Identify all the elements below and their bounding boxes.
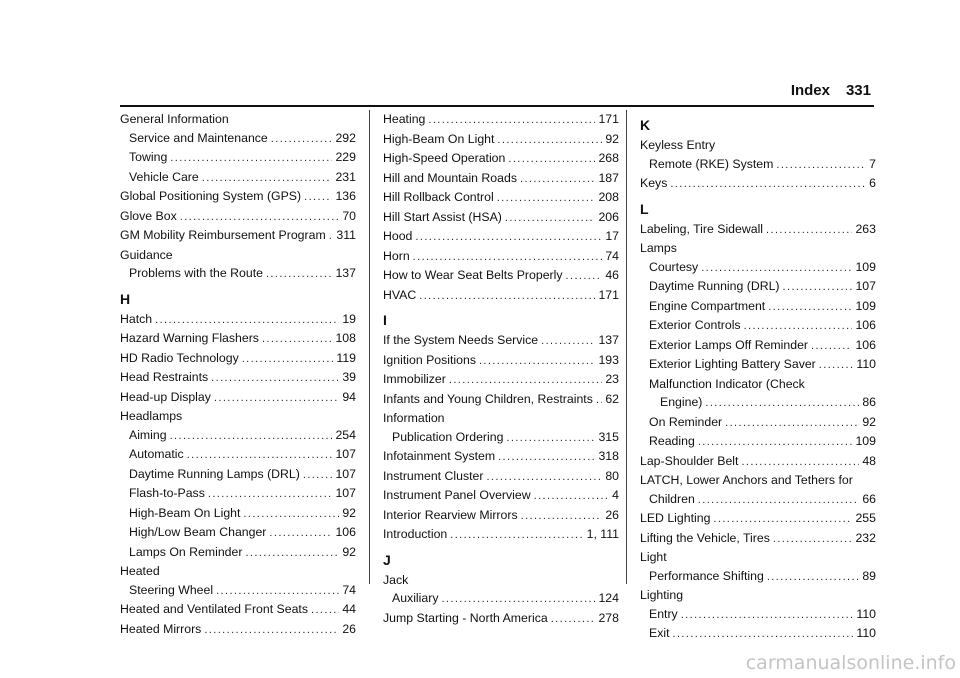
dot-leader xyxy=(521,507,603,526)
index-entry xyxy=(383,609,619,629)
entry-page: 62 xyxy=(605,391,619,406)
entry-page: 44 xyxy=(342,602,356,616)
index-entry xyxy=(640,624,876,644)
entry-text: Exterior Lighting Battery Saver xyxy=(649,357,816,371)
dot-leader xyxy=(596,391,602,410)
dot-leader xyxy=(520,170,595,189)
entry-page: 46 xyxy=(605,268,619,282)
dot-leader xyxy=(180,208,340,227)
entry-page: 311 xyxy=(336,228,356,242)
entry-text: Interior Rearview Mirrors xyxy=(383,507,518,522)
entry-page: 92 xyxy=(605,131,619,146)
entry-text: Immobilizer xyxy=(383,372,446,386)
entry-page: 92 xyxy=(862,414,876,429)
dot-leader xyxy=(713,510,852,529)
dot-leader xyxy=(819,356,854,375)
index-entry xyxy=(120,207,356,227)
entry-page: 19 xyxy=(342,311,356,326)
entry-text: Infotainment System xyxy=(383,449,496,463)
dot-leader xyxy=(155,311,339,330)
page-title: Index xyxy=(790,82,830,99)
dot-leader xyxy=(497,131,602,150)
entry-text: Problems with the Route xyxy=(129,266,263,280)
index-entry xyxy=(640,452,876,472)
entry-page: 17 xyxy=(605,229,619,243)
entry-text: Infants and Young Children, Restraints xyxy=(383,391,593,406)
index-entry xyxy=(120,523,356,543)
index-entry xyxy=(383,266,619,286)
index-entry xyxy=(120,329,356,349)
index-heading: Lighting xyxy=(640,588,684,602)
entry-text: Head Restraints xyxy=(120,370,209,384)
entry-text: Introduction xyxy=(383,527,448,541)
dot-leader xyxy=(725,414,859,433)
entry-page: 110 xyxy=(856,357,876,371)
entry-text: Lamps On Reminder xyxy=(129,544,243,559)
dot-leader xyxy=(551,610,596,629)
index-entry xyxy=(640,174,876,194)
dot-leader xyxy=(242,350,334,369)
dot-leader xyxy=(311,601,339,620)
index-entry xyxy=(383,390,619,410)
section-letter: L xyxy=(640,200,649,217)
index-entry xyxy=(120,264,356,284)
dot-leader xyxy=(245,544,339,563)
entry-text: Courtesy xyxy=(649,259,699,274)
index-heading: Heated xyxy=(120,564,160,578)
dot-leader xyxy=(505,209,596,228)
index-entry xyxy=(120,465,356,485)
watermark: carmanualsonline.info xyxy=(745,652,956,674)
dot-leader xyxy=(741,453,859,472)
entry-page: 171 xyxy=(598,287,619,302)
dot-leader xyxy=(415,228,602,247)
dot-leader xyxy=(698,433,853,452)
entry-text: Reading xyxy=(649,434,695,448)
entry-page: 92 xyxy=(342,544,356,559)
entry-page: 7 xyxy=(869,156,876,171)
entry-page: 109 xyxy=(855,259,876,274)
index-entry xyxy=(120,504,356,524)
index-column-3 xyxy=(640,110,876,644)
index-entry xyxy=(640,393,876,413)
page-number: 331 xyxy=(845,82,871,99)
index-entry xyxy=(383,130,619,150)
entry-text: Children xyxy=(649,491,695,506)
entry-page: 26 xyxy=(605,507,619,522)
index-entry xyxy=(120,445,356,465)
dot-leader xyxy=(534,487,610,506)
entry-page: 66 xyxy=(862,491,876,506)
entry-text: Lap-Shoulder Belt xyxy=(640,453,739,468)
dot-leader xyxy=(243,505,339,524)
entry-text: Entry xyxy=(649,606,678,621)
index-entry xyxy=(383,149,619,169)
entry-page: 109 xyxy=(855,434,876,448)
entry-text: LED Lighting xyxy=(640,511,711,525)
index-entry xyxy=(120,543,356,563)
dot-leader xyxy=(211,369,339,388)
dot-leader xyxy=(216,582,339,601)
section-letter: K xyxy=(640,117,651,133)
entry-page: 254 xyxy=(335,427,356,442)
entry-page: 278 xyxy=(598,610,619,625)
entry-page: 206 xyxy=(598,209,619,224)
entry-page: 1, 111 xyxy=(586,527,619,541)
dot-leader xyxy=(673,625,854,644)
entry-text: How to Wear Seat Belts Properly xyxy=(383,268,563,282)
entry-page: 137 xyxy=(598,333,619,347)
dot-leader xyxy=(486,468,602,487)
index-entry xyxy=(120,388,356,408)
entry-text: Heated and Ventilated Front Seats xyxy=(120,602,308,616)
entry-page: 171 xyxy=(598,112,619,126)
index-heading: General Information xyxy=(120,112,229,126)
index-heading: LATCH, Lower Anchors and Tethers for xyxy=(640,473,853,487)
dot-leader xyxy=(262,330,333,349)
entry-text: Exterior Lamps Off Reminder xyxy=(649,337,809,352)
entry-page: 137 xyxy=(335,266,356,280)
entry-page: 268 xyxy=(598,151,619,165)
dot-leader xyxy=(811,337,852,356)
entry-text: Engine Compartment xyxy=(649,298,766,313)
index-column-2 xyxy=(383,110,619,628)
dot-leader xyxy=(698,491,860,510)
dot-leader xyxy=(498,448,595,467)
entry-page: 6 xyxy=(869,176,876,190)
entry-page: 106 xyxy=(335,525,356,539)
entry-page: 107 xyxy=(855,279,876,293)
index-entry xyxy=(640,220,876,240)
entry-page: 193 xyxy=(598,352,619,367)
column-divider xyxy=(626,110,627,584)
index-entry xyxy=(383,506,619,526)
index-heading: Keyless Entry xyxy=(640,138,716,152)
entry-page: 70 xyxy=(342,208,356,223)
entry-page: 232 xyxy=(855,530,876,545)
dot-leader xyxy=(304,188,332,207)
dot-leader xyxy=(776,156,866,175)
index-entry xyxy=(640,529,876,549)
entry-text: Service and Maintenance xyxy=(129,130,268,145)
header-rule xyxy=(120,105,874,107)
entry-text: Exterior Controls xyxy=(649,318,741,332)
entry-page: 231 xyxy=(335,169,356,184)
dot-leader xyxy=(670,175,866,194)
entry-text: Head-up Display xyxy=(120,389,211,404)
index-entry xyxy=(383,370,619,390)
index-entry xyxy=(383,331,619,351)
entry-text: Lifting the Vehicle, Tires xyxy=(640,530,770,545)
entry-text: On Reminder xyxy=(649,414,723,429)
index-entry xyxy=(383,188,619,208)
index-entry xyxy=(120,581,356,601)
entry-text: Hatch xyxy=(120,311,153,326)
entry-text: Publication Ordering xyxy=(392,429,504,444)
index-entry xyxy=(383,467,619,487)
dot-leader xyxy=(208,485,333,504)
dot-leader xyxy=(767,568,859,587)
index-heading: Lamps xyxy=(640,241,677,255)
dot-leader xyxy=(479,352,596,371)
entry-text: If the System Needs Service xyxy=(383,333,539,347)
entry-text: Auxiliary xyxy=(392,591,439,605)
dot-leader xyxy=(506,429,595,448)
dot-leader xyxy=(744,317,853,336)
index-entry xyxy=(640,567,876,587)
entry-page: 74 xyxy=(342,582,356,597)
entry-page: 74 xyxy=(605,248,619,263)
entry-text: Towing xyxy=(129,150,168,164)
section-letter: I xyxy=(383,312,387,328)
dot-leader xyxy=(541,332,595,351)
index-entry xyxy=(383,208,619,228)
dot-leader xyxy=(204,621,339,640)
entry-text: Horn xyxy=(383,248,410,263)
dot-leader xyxy=(170,427,333,446)
entry-text: Jump Starting - North America xyxy=(383,610,548,625)
entry-text: Hill and Mountain Roads xyxy=(383,170,517,185)
index-entry xyxy=(120,620,356,640)
index-entry xyxy=(120,600,356,620)
dot-leader xyxy=(271,130,333,149)
index-entry xyxy=(640,336,876,356)
index-entry xyxy=(640,490,876,510)
index-heading: Jack xyxy=(383,572,409,587)
index-entry xyxy=(640,355,876,375)
entry-text: Labeling, Tire Sidewall xyxy=(640,221,764,236)
dot-leader xyxy=(269,524,332,543)
index-heading: Information xyxy=(383,411,445,425)
entry-text: High-Beam On Light xyxy=(129,505,241,520)
entry-text: Keys xyxy=(640,176,668,190)
entry-page: 107 xyxy=(335,466,356,481)
index-entry xyxy=(120,148,356,168)
index-entry xyxy=(120,349,356,369)
index-entry xyxy=(383,351,619,371)
entry-page: 106 xyxy=(855,318,876,332)
dot-leader xyxy=(441,590,595,609)
entry-text: Ignition Positions xyxy=(383,352,476,367)
entry-text: Global Positioning System (GPS) xyxy=(120,189,302,203)
dot-leader xyxy=(419,287,595,306)
index-entry xyxy=(383,286,619,306)
entry-page: 109 xyxy=(855,298,876,313)
dot-leader xyxy=(266,265,333,284)
entry-text: Flash-to-Pass xyxy=(129,486,205,500)
entry-text: Instrument Panel Overview xyxy=(383,488,531,502)
index-heading: Malfunction Indicator (Check xyxy=(649,376,805,391)
dot-leader xyxy=(187,446,333,465)
dot-leader xyxy=(701,259,852,278)
index-column-1 xyxy=(120,110,356,639)
index-entry xyxy=(383,428,619,448)
dot-leader xyxy=(329,227,334,246)
dot-leader xyxy=(303,466,333,485)
entry-page: 110 xyxy=(856,626,876,640)
entry-text: HVAC xyxy=(383,287,417,302)
entry-page: 108 xyxy=(335,331,356,345)
index-entry xyxy=(640,432,876,452)
entry-text: High-Speed Operation xyxy=(383,151,506,165)
entry-page: 4 xyxy=(612,488,619,502)
index-entry xyxy=(640,155,876,175)
index-entry xyxy=(120,187,356,207)
dot-leader xyxy=(705,394,859,413)
entry-text: High-Beam On Light xyxy=(383,131,495,146)
index-entry xyxy=(120,129,356,149)
entry-text: Daytime Running (DRL) xyxy=(649,279,780,293)
dot-leader xyxy=(449,371,602,390)
entry-text: Heated Mirrors xyxy=(120,621,202,636)
index-entry xyxy=(383,589,619,609)
entry-page: 107 xyxy=(335,486,356,500)
entry-page: 292 xyxy=(335,130,356,145)
entry-page: 229 xyxy=(335,150,356,164)
index-entry xyxy=(383,247,619,267)
section-letter: H xyxy=(120,290,131,307)
section-letter: J xyxy=(383,551,391,568)
index-heading: Guidance xyxy=(120,247,173,262)
dot-leader xyxy=(681,606,854,625)
entry-page: 110 xyxy=(856,606,876,621)
entry-text: Heating xyxy=(383,112,426,126)
index-entry xyxy=(383,447,619,467)
entry-page: 80 xyxy=(605,468,619,483)
entry-page: 92 xyxy=(342,505,356,520)
entry-text: Automatic xyxy=(129,447,184,461)
dot-leader xyxy=(214,389,339,408)
entry-text: High/Low Beam Changer xyxy=(129,525,267,539)
entry-text: GM Mobility Reimbursement Program xyxy=(120,228,326,242)
entry-page: 318 xyxy=(598,449,619,463)
entry-text: Aiming xyxy=(129,427,167,442)
entry-text: Hill Rollback Control xyxy=(383,190,494,204)
entry-text: Hazard Warning Flashers xyxy=(120,331,259,345)
dot-leader xyxy=(450,526,583,545)
dot-leader xyxy=(768,298,852,317)
dot-leader xyxy=(783,278,853,297)
dot-leader xyxy=(773,530,853,549)
entry-page: 48 xyxy=(862,453,876,468)
entry-page: 315 xyxy=(598,429,619,444)
index-entry xyxy=(640,277,876,297)
dot-leader xyxy=(413,248,603,267)
entry-text: Remote (RKE) System xyxy=(649,156,774,171)
entry-page: 124 xyxy=(598,591,619,605)
index-entry xyxy=(120,484,356,504)
index-entry xyxy=(120,310,356,330)
index-entry xyxy=(640,316,876,336)
entry-text: Exit xyxy=(649,626,670,640)
index-entry xyxy=(383,227,619,247)
index-entry xyxy=(120,168,356,188)
index-entry xyxy=(120,226,356,246)
index-entry xyxy=(120,368,356,388)
index-entry xyxy=(120,426,356,446)
entry-page: 263 xyxy=(855,221,876,236)
column-divider xyxy=(369,110,370,584)
dot-leader xyxy=(508,150,595,169)
entry-text: Glove Box xyxy=(120,208,177,223)
dot-leader xyxy=(497,189,596,208)
dot-leader xyxy=(170,149,332,168)
entry-page: 119 xyxy=(336,350,356,365)
dot-leader xyxy=(202,169,333,188)
index-entry xyxy=(383,525,619,545)
entry-page: 39 xyxy=(342,370,356,384)
entry-text: HD Radio Technology xyxy=(120,350,239,365)
index-entry xyxy=(640,413,876,433)
index-entry xyxy=(640,258,876,278)
index-heading: Headlamps xyxy=(120,409,183,423)
entry-page: 136 xyxy=(335,189,356,203)
entry-page: 89 xyxy=(862,568,876,583)
dot-leader xyxy=(766,221,852,240)
entry-text: Steering Wheel xyxy=(129,582,214,597)
entry-text: Instrument Cluster xyxy=(383,468,484,483)
entry-text: Performance Shifting xyxy=(649,568,764,583)
index-entry xyxy=(640,605,876,625)
index-entry xyxy=(640,297,876,317)
entry-page: 187 xyxy=(598,170,619,185)
dot-leader xyxy=(428,111,595,130)
entry-page: 208 xyxy=(598,190,619,204)
index-entry xyxy=(383,110,619,130)
entry-page: 23 xyxy=(605,372,619,386)
index-heading: Light xyxy=(640,550,667,564)
entry-page: 106 xyxy=(855,337,876,352)
entry-text: Hill Start Assist (HSA) xyxy=(383,209,502,224)
entry-page: 94 xyxy=(342,389,356,404)
entry-page: 107 xyxy=(335,447,356,461)
entry-page: 26 xyxy=(342,621,356,636)
entry-page: 255 xyxy=(855,511,876,525)
entry-page: 86 xyxy=(862,395,876,409)
entry-text: Hood xyxy=(383,229,413,243)
entry-text: Vehicle Care xyxy=(129,169,199,184)
index-entry xyxy=(383,169,619,189)
entry-text: Daytime Running Lamps (DRL) xyxy=(129,466,300,481)
index-entry xyxy=(640,509,876,529)
index-entry xyxy=(383,486,619,506)
entry-text: Engine) xyxy=(660,395,703,409)
dot-leader xyxy=(566,267,603,286)
page-header xyxy=(0,82,960,104)
